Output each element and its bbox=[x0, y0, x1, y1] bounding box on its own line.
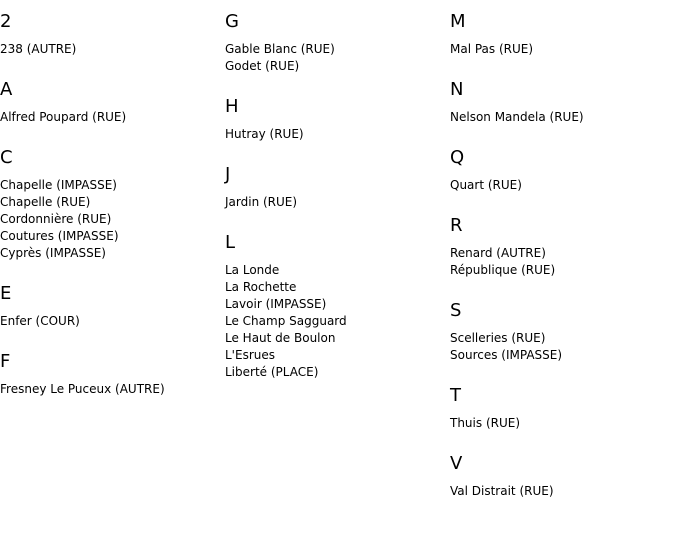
letter-heading: A bbox=[0, 79, 13, 100]
letter-group bbox=[450, 385, 670, 432]
street-link[interactable]: Chapelle (IMPASSE) bbox=[0, 178, 117, 192]
street-link[interactable]: Liberté (PLACE) bbox=[225, 365, 319, 379]
list-item bbox=[450, 347, 670, 364]
letter-heading: C bbox=[0, 147, 13, 168]
street-link[interactable]: Enfer (COUR) bbox=[0, 314, 80, 328]
list-item bbox=[225, 296, 445, 313]
letter-heading: J bbox=[225, 164, 231, 185]
letter-group bbox=[450, 11, 670, 58]
letter-group bbox=[450, 79, 670, 126]
street-column-3 bbox=[450, 0, 670, 521]
list-item bbox=[225, 313, 445, 330]
street-list bbox=[225, 41, 445, 75]
list-item bbox=[450, 177, 670, 194]
letter-group bbox=[0, 11, 220, 58]
street-list bbox=[225, 126, 445, 143]
list-item bbox=[225, 126, 445, 143]
letter-group bbox=[0, 283, 220, 330]
street-list bbox=[450, 245, 670, 279]
list-item bbox=[450, 330, 670, 347]
street-list bbox=[450, 41, 670, 58]
letter-heading: L bbox=[225, 232, 236, 253]
street-link[interactable]: Quart (RUE) bbox=[450, 178, 522, 192]
street-link[interactable]: Cyprès (IMPASSE) bbox=[0, 246, 106, 260]
letter-heading: E bbox=[0, 283, 12, 304]
list-item bbox=[0, 313, 220, 330]
letter-heading: Q bbox=[450, 147, 465, 168]
letter-group bbox=[450, 453, 670, 500]
street-link[interactable]: La Rochette bbox=[225, 280, 297, 294]
list-item bbox=[0, 109, 220, 126]
street-link[interactable]: Val Distrait (RUE) bbox=[450, 484, 554, 498]
list-item bbox=[0, 177, 220, 194]
street-list bbox=[450, 109, 670, 126]
street-link[interactable]: République (RUE) bbox=[450, 263, 556, 277]
street-link[interactable]: Chapelle (RUE) bbox=[0, 195, 91, 209]
letter-heading: G bbox=[225, 11, 239, 32]
street-column-2 bbox=[225, 0, 445, 402]
list-item bbox=[225, 330, 445, 347]
street-link[interactable]: Hutray (RUE) bbox=[225, 127, 304, 141]
street-list bbox=[450, 330, 670, 364]
list-item bbox=[0, 228, 220, 245]
street-list bbox=[450, 177, 670, 194]
letter-heading: S bbox=[450, 300, 462, 321]
list-item bbox=[450, 415, 670, 432]
list-item bbox=[450, 109, 670, 126]
list-item bbox=[0, 211, 220, 228]
street-link[interactable]: Nelson Mandela (RUE) bbox=[450, 110, 584, 124]
street-link[interactable]: Le Champ Sagguard bbox=[225, 314, 347, 328]
letter-group bbox=[225, 164, 445, 211]
list-item bbox=[450, 245, 670, 262]
street-link[interactable]: Lavoir (IMPASSE) bbox=[225, 297, 327, 311]
street-list bbox=[0, 381, 220, 398]
street-column-1 bbox=[0, 0, 220, 419]
letter-heading: 2 bbox=[0, 11, 12, 32]
list-item bbox=[225, 347, 445, 364]
street-link[interactable]: Scelleries (RUE) bbox=[450, 331, 546, 345]
street-list bbox=[0, 41, 220, 58]
list-item bbox=[0, 41, 220, 58]
list-item bbox=[225, 58, 445, 75]
letter-group bbox=[450, 300, 670, 364]
list-item bbox=[0, 245, 220, 262]
list-item bbox=[0, 381, 220, 398]
street-link[interactable]: Le Haut de Boulon bbox=[225, 331, 336, 345]
letter-group bbox=[0, 147, 220, 262]
street-link[interactable]: Jardin (RUE) bbox=[225, 195, 298, 209]
street-list bbox=[0, 109, 220, 126]
letter-group bbox=[450, 147, 670, 194]
letter-heading: F bbox=[0, 351, 11, 372]
list-item bbox=[450, 262, 670, 279]
list-item bbox=[0, 194, 220, 211]
street-link[interactable]: Cordonnière (RUE) bbox=[0, 212, 112, 226]
street-link[interactable]: L'Esrues bbox=[225, 348, 275, 362]
street-link[interactable]: Coutures (IMPASSE) bbox=[0, 229, 119, 243]
letter-group bbox=[225, 11, 445, 75]
letter-group bbox=[450, 215, 670, 279]
street-link[interactable]: Gable Blanc (RUE) bbox=[225, 42, 335, 56]
list-item bbox=[450, 483, 670, 500]
list-item bbox=[225, 194, 445, 211]
street-list bbox=[0, 313, 220, 330]
street-link[interactable]: Godet (RUE) bbox=[225, 59, 300, 73]
street-list bbox=[450, 415, 670, 432]
street-link[interactable]: Thuis (RUE) bbox=[450, 416, 521, 430]
letter-heading: V bbox=[450, 453, 463, 474]
letter-group bbox=[225, 232, 445, 381]
street-link[interactable]: La Londe bbox=[225, 263, 280, 277]
street-list bbox=[225, 262, 445, 381]
street-link[interactable]: Renard (AUTRE) bbox=[450, 246, 546, 260]
list-item bbox=[225, 262, 445, 279]
list-item bbox=[225, 279, 445, 296]
letter-heading: H bbox=[225, 96, 239, 117]
street-list bbox=[0, 177, 220, 262]
street-link[interactable]: Mal Pas (RUE) bbox=[450, 42, 534, 56]
street-link[interactable]: Alfred Poupard (RUE) bbox=[0, 110, 127, 124]
letter-heading: N bbox=[450, 79, 464, 100]
list-item bbox=[225, 41, 445, 58]
street-link[interactable]: 238 (AUTRE) bbox=[0, 42, 77, 56]
letter-heading: R bbox=[450, 215, 463, 236]
street-link[interactable]: Fresney Le Puceux (AUTRE) bbox=[0, 382, 165, 396]
letter-heading: M bbox=[450, 11, 466, 32]
street-list bbox=[450, 483, 670, 500]
street-link[interactable]: Sources (IMPASSE) bbox=[450, 348, 563, 362]
list-item bbox=[450, 41, 670, 58]
letter-heading: T bbox=[450, 385, 461, 406]
letter-group bbox=[0, 79, 220, 126]
letter-group bbox=[225, 96, 445, 143]
street-list bbox=[225, 194, 445, 211]
list-item bbox=[225, 364, 445, 381]
letter-group bbox=[0, 351, 220, 398]
